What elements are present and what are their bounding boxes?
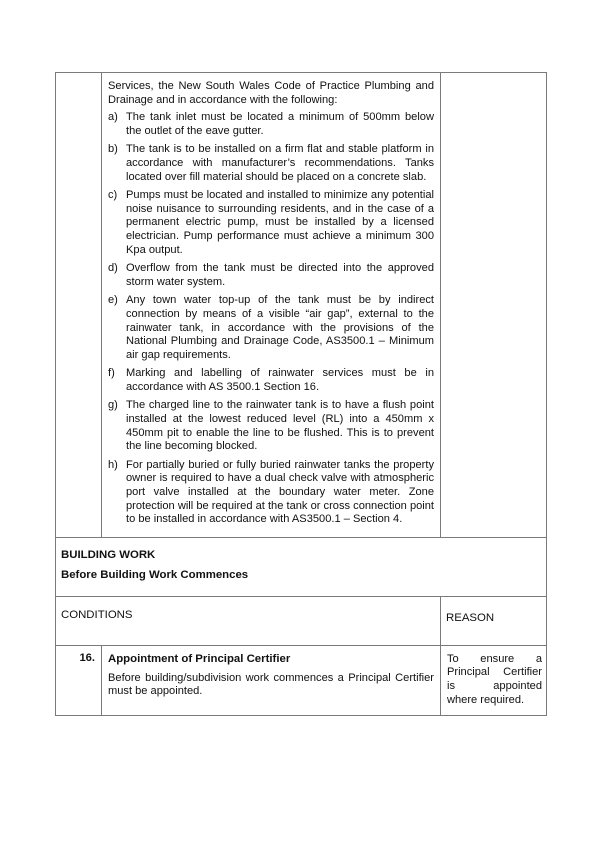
list-item-text: The tank is to be installed on a firm flat and stable platform in accordance with manufacturer’s recommendations. Tanks located over fill material should be placed on a concrete slab.	[126, 143, 434, 183]
section-subtitle: Before Building Work Commences	[61, 568, 249, 581]
list-marker: c)	[108, 189, 118, 202]
list-item	[108, 294, 434, 362]
list-marker: h)	[108, 458, 118, 471]
condition-title: Appointment of Principal Certifier	[108, 652, 291, 665]
condition-list	[108, 111, 434, 527]
list-item-text: The tank inlet must be located a minimum of 500mm below the outlet of the eave gutter.	[126, 111, 434, 137]
conditions-table	[55, 72, 547, 716]
condition-number: 16.	[56, 645, 102, 715]
section-title: BUILDING WORK	[61, 548, 156, 561]
header-row	[56, 596, 547, 645]
list-marker: f)	[108, 367, 115, 380]
list-item-text: The charged line to the rainwater tank is to have a flush point installed at the lowest reduced level (RL) into a 450mm x 450mm pit to enable the line to be flushed. This is to prevent the line becoming blocked.	[126, 399, 434, 453]
reason-line: where required.	[447, 693, 525, 706]
reason-line: Principal Certifier	[447, 666, 542, 679]
list-marker: e)	[108, 294, 118, 307]
list-item	[108, 367, 434, 394]
list-marker: a)	[108, 111, 118, 124]
list-item	[108, 143, 434, 184]
list-item	[108, 189, 434, 257]
condition-body: Before building/subdivision work commences a Principal Certifier must be appointed.	[108, 671, 434, 698]
section-heading-cell	[56, 537, 547, 596]
section-row	[56, 537, 547, 596]
condition-16-row	[56, 645, 547, 715]
reason-line: To ensure a	[447, 652, 542, 665]
list-item-text: Overflow from the tank must be directed into the approved storm water system.	[126, 262, 434, 288]
list-item-text: Pumps must be located and installed to minimize any potential noise nuisance to surrounding residents, and in the case of a permanent electric pump, must be installed by a licensed electrician. Pump performance must achieve a minimum 300 Kpa output.	[126, 189, 434, 256]
list-item-text: For partially buried or fully buried rainwater tanks the property owner is required to have a dual check valve with atmospheric port valve installed at the boundary water meter. Zone protection will be required at the tank or cross connection point to be installed in accordance with AS3500.1 – Section 4.	[126, 458, 434, 526]
list-item-text: Any town water top-up of the tank must be by indirect connection by means of a visible “air gap”, external to the rainwater tank, in accordance with the provisions of the National Plumbing and Drainage Code, AS3500.1 – Minimum air gap requirements.	[126, 294, 434, 361]
number-cell-empty	[56, 73, 102, 538]
continued-condition-cell	[102, 73, 441, 538]
list-item	[108, 262, 434, 289]
reason-line: is appointed	[447, 680, 542, 692]
condition-reason	[441, 645, 547, 715]
list-marker: b)	[108, 143, 118, 156]
list-marker: g)	[108, 399, 118, 412]
reason-header: REASON	[441, 596, 547, 645]
condition-intro: Services, the New South Wales Code of Practice Plumbing and Drainage and in accordance with the following:	[108, 80, 434, 106]
conditions-header: CONDITIONS	[56, 596, 441, 645]
condition-16-cell	[102, 645, 441, 715]
list-item	[108, 459, 434, 527]
list-item-text: Marking and labelling of rainwater services must be in accordance with AS 3500.1 Section 16.	[126, 367, 434, 393]
reason-cell-empty	[441, 73, 547, 538]
list-marker: d)	[108, 262, 118, 275]
continued-condition-row	[56, 73, 547, 538]
list-item	[108, 399, 434, 453]
list-item	[108, 111, 434, 138]
